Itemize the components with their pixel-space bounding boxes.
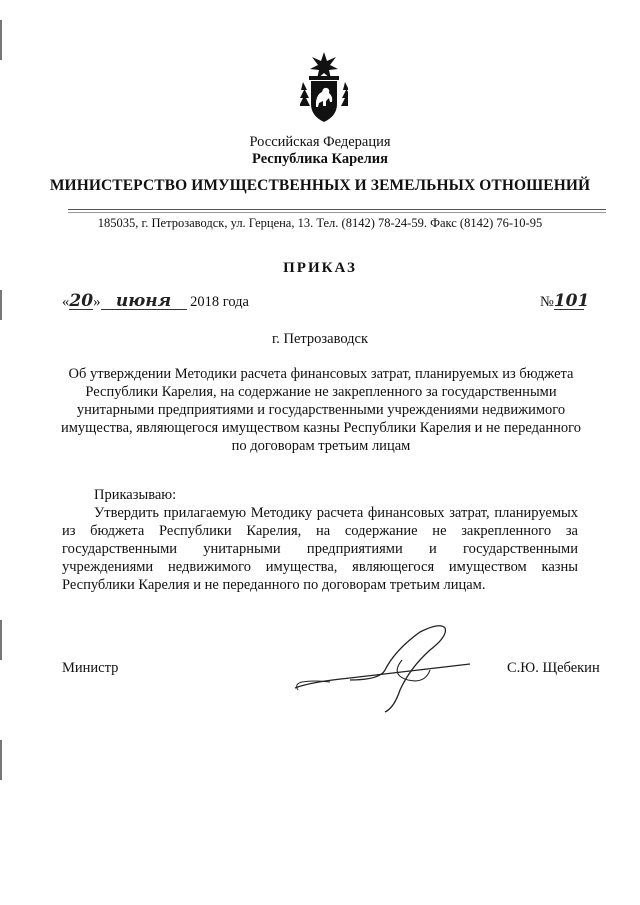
- document-number: [540, 291, 590, 311]
- number-value: 101: [553, 291, 590, 311]
- order-word: Приказываю:: [94, 487, 177, 503]
- signer-name: С.Ю. Щебекин: [507, 660, 600, 676]
- ministry-address: 185035, г. Петрозаводск, ул. Герцена, 13. Тел. (8142) 78-24-59. Факс (8142) 76-10-95: [97, 216, 543, 230]
- scan-margin-mark: [0, 740, 2, 780]
- date-close-quote: »: [93, 294, 101, 310]
- scan-margin-mark: [0, 620, 2, 660]
- date-day: 20: [69, 291, 94, 311]
- signer-title: Министр: [62, 660, 119, 676]
- document-city: г. Петрозаводск: [271, 331, 369, 347]
- document-body: [62, 486, 578, 594]
- date-year: 2018 года: [190, 294, 249, 310]
- document-date: [62, 293, 249, 311]
- date-open-quote: «: [62, 294, 70, 310]
- republic-name: Республика Карелия: [252, 151, 388, 167]
- karelia-coat-of-arms-icon: [300, 52, 348, 124]
- document-type: ПРИКАЗ: [283, 260, 357, 276]
- header-divider: [68, 209, 606, 210]
- header-divider: [68, 212, 606, 213]
- handwritten-signature: [290, 620, 475, 715]
- order-text: Утвердить прилагаемую Методику расчета финансовых затрат, планируемых из бюджета Республики Карелия, на содержание не закрепленного за государственными унитарными предприятиями и государственными учреждениями недвижимого имущества, являющегося имуществом казны Республики Карелия и не переданного по договорам третьим лицам.: [62, 505, 578, 593]
- country-name: Российская Федерация: [249, 134, 391, 150]
- scan-margin-mark: [0, 20, 2, 60]
- ministry-name: МИНИСТЕРСТВО ИМУЩЕСТВЕННЫХ И ЗЕМЕЛЬНЫХ ОТНОШЕНИЙ: [49, 177, 591, 194]
- number-prefix: №: [540, 294, 554, 310]
- date-month: июня: [101, 293, 187, 310]
- scan-margin-mark: [0, 290, 2, 320]
- document-subject: Об утверждении Методики расчета финансовых затрат, планируемых из бюджета Республики Карелия, на содержание не закрепленного за государственными унитарными предприятиями и государственными учреждениями недвижимого имущества, являющегося имуществом казны Республики Карелия и не переданного по договорам третьим лицам: [61, 366, 581, 454]
